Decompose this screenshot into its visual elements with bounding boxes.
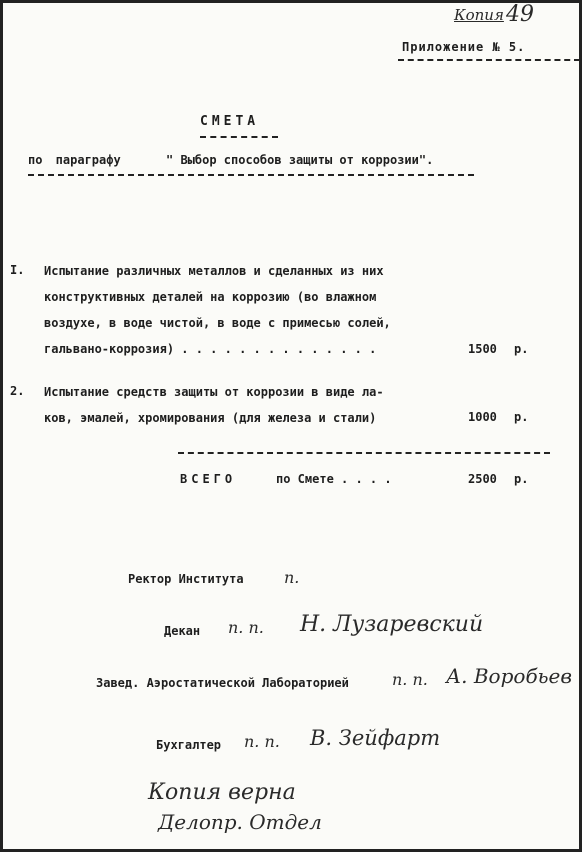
title-underline — [200, 136, 278, 138]
total-label-suffix: по Смете . . . . — [276, 472, 392, 486]
item-text-line: воздухе, в воде чистой, в воде с примесью солей, — [44, 316, 391, 330]
signature-title-accountant: Бухгалтер — [156, 738, 222, 752]
total-currency: р. — [514, 472, 529, 486]
signature-name-lab-head: А. Воробьев — [446, 664, 573, 688]
item-number: I. — [10, 263, 25, 277]
item-currency: р. — [514, 410, 529, 424]
item-amount: 1000 — [468, 410, 497, 424]
signature-note: п. п. — [244, 732, 280, 751]
subtitle-topic: " Выбор способов защиты от коррозии". — [166, 153, 434, 167]
signature-name-accountant: В. Зейфарт — [310, 726, 441, 750]
subtitle-underline — [28, 174, 474, 176]
signature-note: п. п. — [228, 618, 264, 637]
appendix-label: Приложение № 5. — [402, 40, 526, 54]
item-text-line: ков, эмалей, хромирования (для железа и стали) — [44, 411, 377, 425]
archive-note: Копия — [454, 6, 504, 24]
document-title: СМЕТА — [200, 114, 260, 129]
signature-title-rector: Ректор Института — [128, 572, 244, 586]
item-text-line: конструктивных деталей на коррозию (во влажном — [44, 290, 377, 304]
certification-line: Копия верна — [148, 780, 296, 805]
item-text-line: гальвано-коррозия) . . . . . . . . . . . . . . — [44, 342, 377, 356]
item-text-line: Испытание средств защиты от коррозии в виде ла- — [44, 385, 384, 399]
signature-name-dean: Н. Лузаревский — [300, 612, 484, 637]
total-amount: 2500 — [468, 472, 497, 486]
certification-line: Делопр. Отдел — [158, 810, 322, 834]
page-number: 49 — [506, 2, 534, 27]
item-number: 2. — [10, 384, 25, 398]
item-currency: р. — [514, 342, 529, 356]
total-label: ВСЕГО — [180, 472, 237, 486]
signature-note: п. — [284, 568, 300, 587]
signature-title-lab-head: Завед. Аэростатической Лабораторией — [96, 676, 349, 690]
signature-note: п. п. — [392, 670, 428, 689]
item-amount: 1500 — [468, 342, 497, 356]
item-text-line: Испытание различных металлов и сделанных из них — [44, 264, 384, 278]
subtitle-prefix: по параграфу — [28, 153, 121, 167]
signature-title-dean: Декан — [164, 624, 201, 638]
total-separator — [178, 452, 550, 454]
appendix-underline — [398, 59, 580, 61]
